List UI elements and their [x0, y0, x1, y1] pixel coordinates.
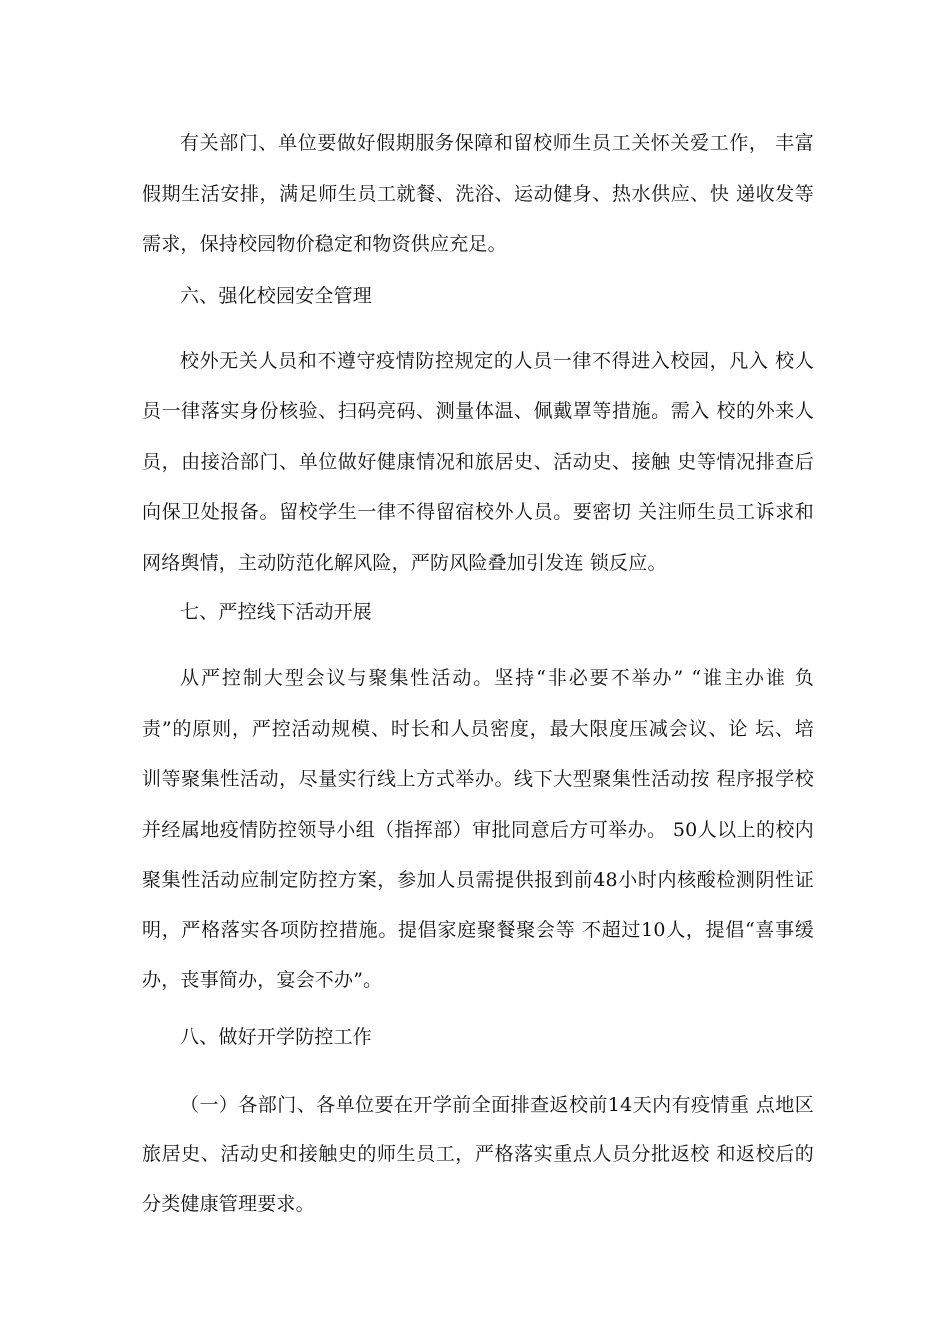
paragraph-line: 明，严格落实各项防控措施。提倡家庭聚餐聚会等 不超过10人，提倡“喜事缓 [142, 919, 814, 941]
paragraph-line: 旅居史、活动史和接触史的师生员工，严格落实重点人员分批返校 和返校后的 [142, 1143, 814, 1165]
paragraph-line: 校外无关人员和不遵守疫情防控规定的人员一律不得进入校园，凡入 校人 [180, 350, 814, 372]
paragraph-line: 聚集性活动应制定防控方案，参加人员需提供报到前48小时内核酸检测阴性证 [142, 869, 814, 891]
paragraph-line: 责”的原则，严控活动规模、时长和人员密度，最大限度压减会议、论 坛、培 [142, 718, 814, 740]
paragraph-line: 从严控制大型会议与聚集性活动。坚持“非必要不举办” “谁主办谁 负 [180, 667, 814, 689]
paragraph-line: 并经属地疫情防控领导小组（指挥部）审批同意后方可举办。 50人以上的校内 [142, 819, 814, 841]
section-heading: 六、强化校园安全管理 [180, 285, 373, 307]
paragraph-line: 训等聚集性活动，尽量实行线上方式举办。线下大型聚集性活动按 程序报学校 [142, 768, 814, 790]
paragraph-line: 需求，保持校园物价稳定和物资供应充足。 [142, 233, 507, 255]
paragraph-line: 员一律落实身份核验、扫码亮码、测量体温、佩戴罩等措施。需入 校的外来人 [142, 400, 814, 422]
section-heading: 八、做好开学防控工作 [180, 1026, 373, 1048]
paragraph-line: （一）各部门、各单位要在开学前全面排查返校前14天内有疫情重 点地区 [180, 1094, 814, 1116]
paragraph-line: 网络舆情，主动防范化解风险，严防风险叠加引发连 锁反应。 [142, 552, 667, 574]
paragraph-line: 分类健康管理要求。 [142, 1193, 315, 1215]
paragraph-line: 向保卫处报备。留校学生一律不得留宿校外人员。要密切 关注师生员工诉求和 [142, 501, 814, 523]
section-heading: 七、严控线下活动开展 [180, 601, 373, 623]
paragraph-line: 假期生活安排，满足师生员工就餐、洗浴、运动健身、热水供应、快 递收发等 [142, 183, 814, 205]
paragraph-line: 有关部门、单位要做好假期服务保障和留校师生员工关怀关爱工作， 丰富 [180, 132, 814, 154]
paragraph-line: 办，丧事简办，宴会不办”。 [142, 969, 383, 991]
paragraph-line: 员，由接洽部门、单位做好健康情况和旅居史、活动史、接触 史等情况排查后 [142, 451, 814, 473]
